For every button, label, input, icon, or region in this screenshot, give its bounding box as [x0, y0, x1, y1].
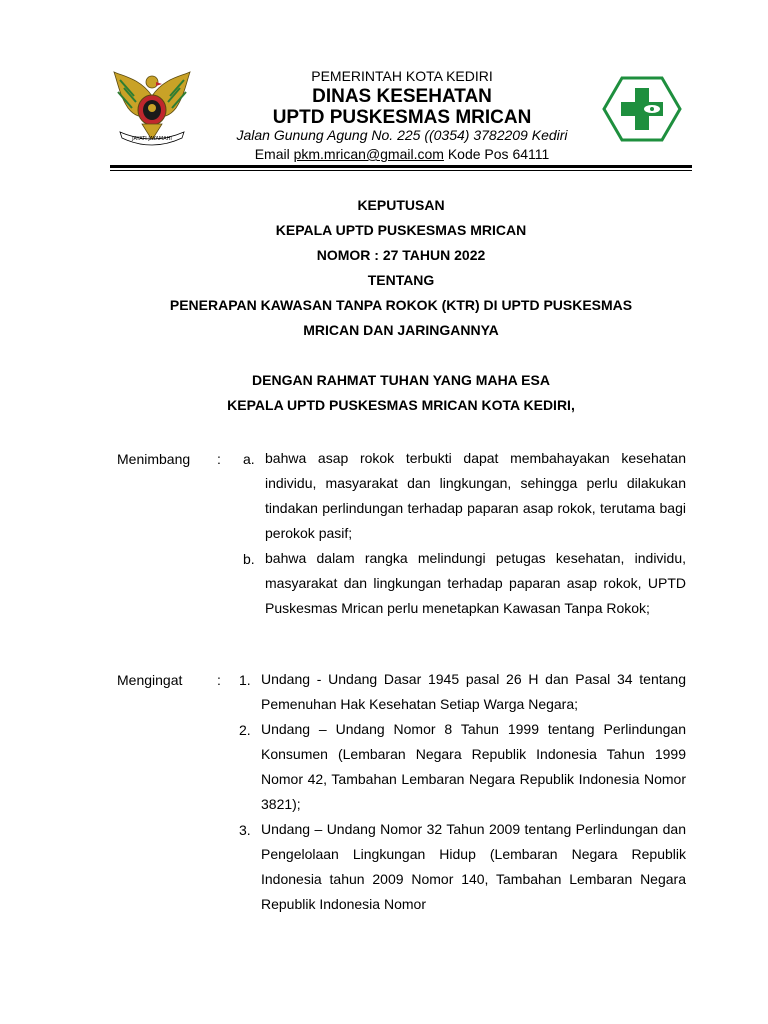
mengingat-marker-3: 3. [239, 822, 251, 838]
mengingat-colon: : [217, 672, 221, 688]
menimbang-item-b: bahwa dalam rangka melindungi petugas kesehatan, individu, masyarakat dan lingkungan terhadap paparan asap rokok, UPTD Puskesmas Mrican perlu menetapkan Kawasan Tanpa Rokok; [265, 550, 686, 616]
kediri-emblem-logo [110, 66, 194, 150]
unit-name: UPTD PUSKESMAS MRICAN [272, 107, 532, 128]
title-issuer: KEPALA UPTD PUSKESMAS MRICAN [275, 222, 527, 238]
email-prefix: Email [254, 146, 290, 162]
header-rule-thick [110, 165, 692, 168]
postal-code: Kode Pos 64111 [447, 146, 550, 162]
menimbang-item-a: bahwa asap rokok terbukti dapat membahayakan kesehatan individu, masyarakat dan lingkungan, sehingga perlu dilakukan tindakan perlindungan terhadap paparan asap rokok, terutama bagi perokok pasif; [265, 450, 686, 541]
government-name: PEMERINTAH KOTA KEDIRI [311, 68, 493, 84]
title-subject-line1: PENERAPAN KAWASAN TANPA ROKOK (KTR) DI UPTD PUSKESMAS [169, 297, 633, 313]
mengingat-label: Mengingat [117, 672, 183, 688]
email-line [200, 147, 604, 161]
mengingat-item-2: Undang – Undang Nomor 8 Tahun 1999 tentang Perlindungan Konsumen (Lembaran Negara Republik Indonesia Tahun 1999 Nomor 42, Tambahan Lembaran Negara Republik Indonesia Nomor 3821); [261, 721, 686, 812]
title-keputusan: KEPUTUSAN [357, 197, 445, 213]
address-line: Jalan Gunung Agung No. 225 ((0354) 3782209 Kediri [236, 127, 568, 143]
mengingat-marker-1: 1. [239, 672, 251, 688]
svg-text:JAYATI JAYAMAHI: JAYATI JAYAMAHI [132, 136, 172, 142]
menimbang-marker-a: a. [243, 451, 255, 467]
title-tentang: TENTANG [367, 272, 435, 288]
title-number: NOMOR : 27 TAHUN 2022 [316, 247, 486, 263]
title-invocation: DENGAN RAHMAT TUHAN YANG MAHA ESA [252, 372, 550, 388]
mengingat-item-1: Undang - Undang Dasar 1945 pasal 26 H dan Pasal 34 tentang Pemenuhan Hak Kesehatan Setiap Warga Negara; [261, 671, 686, 712]
department-name: DINAS KESEHATAN [312, 86, 492, 107]
puskesmas-logo [602, 76, 682, 142]
menimbang-colon: : [217, 451, 221, 467]
email-link[interactable]: pkm.mrican@gmail.com [293, 146, 444, 162]
mengingat-marker-2: 2. [239, 722, 251, 738]
title-subject-line2: MRICAN DAN JARINGANNYA [303, 322, 499, 338]
menimbang-label: Menimbang [117, 451, 191, 467]
title-issuer-city: KEPALA UPTD PUSKESMAS MRICAN KOTA KEDIRI, [227, 397, 575, 413]
header-rule-thin [110, 170, 692, 171]
mengingat-item-3: Undang – Undang Nomor 32 Tahun 2009 tentang Perlindungan dan Pengelolaan Lingkungan Hidup (Lembaran Negara Republik Indonesia tahun 2009 Nomor 140, Tambahan Lembaran Negara Republik Indonesia Nomor [261, 821, 686, 912]
menimbang-marker-b: b. [243, 551, 255, 567]
